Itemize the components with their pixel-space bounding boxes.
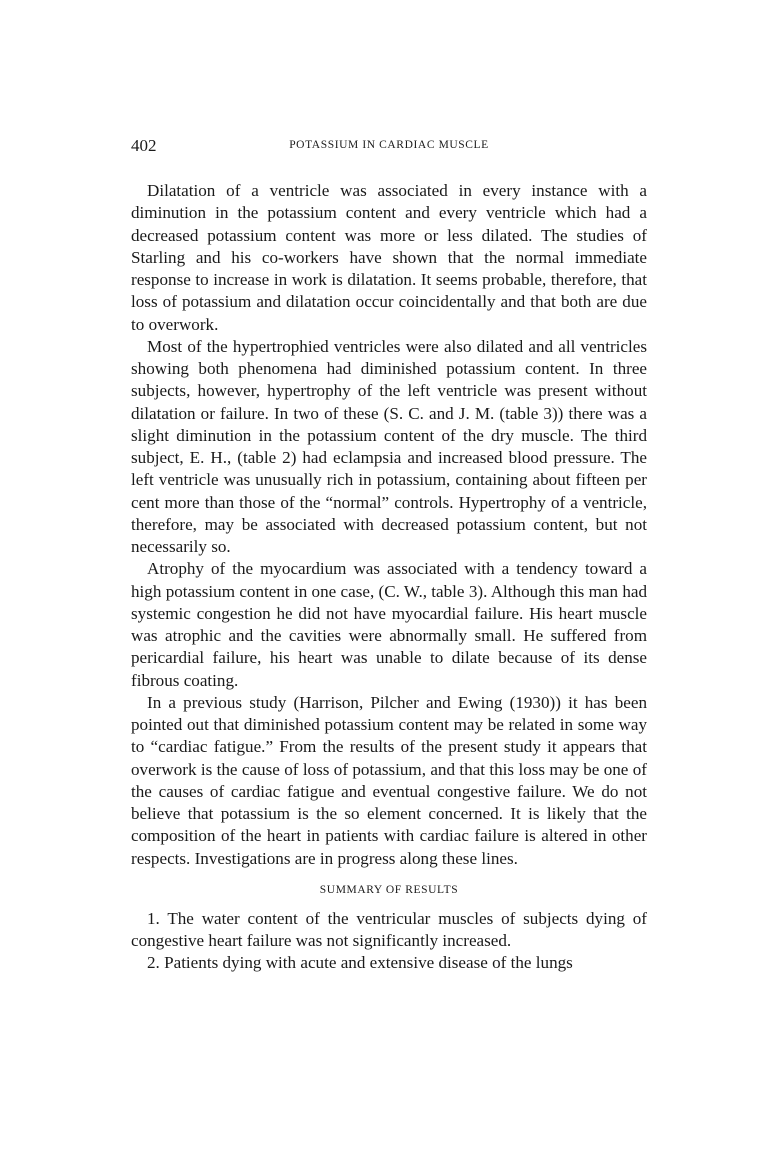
document-page <box>131 136 647 975</box>
summary-item-2: 2. Patients dying with acute and extensive disease of the lungs <box>147 953 573 973</box>
running-title: POTASSIUM IN CARDIAC MUSCLE <box>289 139 489 151</box>
running-header <box>131 136 647 164</box>
paragraph-atrophy: Atrophy of the myocardium was associated with a tendency toward a high potassium content in one case, (C. W., table 3). Although this man had systemic congestion he did not have myocardial failure. His heart muscle was atrophic and the cavities were abnormally small. He suffered from pericardial failure, his heart was unable to dilate because of its dense fibrous coating. <box>131 559 647 690</box>
paragraph-previous-study: In a previous study (Harrison, Pilcher and Ewing (1930)) it has been pointed out that diminished potassium content may be related in some way to “cardiac fatigue.” From the results of the present study it appears that overwork is the cause of loss of potassium, and that this loss may be one of the causes of cardiac fatigue and eventual congestive failure. We do not believe that potassium is the so element concerned. It is likely that the composition of the heart in patients with cardiac failure is altered in other respects. Investigations are in progress along these lines. <box>131 692 647 868</box>
summary-item-1: 1. The water content of the ventricular muscles of subjects dying of congestive heart failure was not significantly increased. <box>131 908 647 950</box>
page-number: 402 <box>131 136 157 155</box>
section-heading-summary: SUMMARY OF RESULTS <box>319 883 459 896</box>
paragraph-hypertrophy: Most of the hypertrophied ventricles were also dilated and all ventricles showing both phenomena had diminished potassium content. In three subjects, however, hypertrophy of the left ventricle was present without dilatation or failure. In two of these (S. C. and J. M. (table 3)) there was a slight diminution in the potassium content of the dry muscle. The third subject, E. H., (table 2) had eclampsia and increased blood pressure. The left ventricle was unusually rich in potassium, containing about fifteen per cent more than those of the “normal” controls. Hypertrophy of a ventricle, therefore, may be associated with decreased potassium content, but not necessarily so. <box>131 336 647 556</box>
paragraph-dilatation: Dilatation of a ventricle was associated in every instance with a diminution in the potassium content and every ventricle which had a decreased potassium content was more or less dilated. The studies of Starling and his co-workers have shown that the normal immediate response to increase in work is dilatation. It seems probable, therefore, that loss of potassium and dilatation occur coincidentally and that both are due to overwork. <box>131 181 647 334</box>
body-text <box>131 180 647 975</box>
